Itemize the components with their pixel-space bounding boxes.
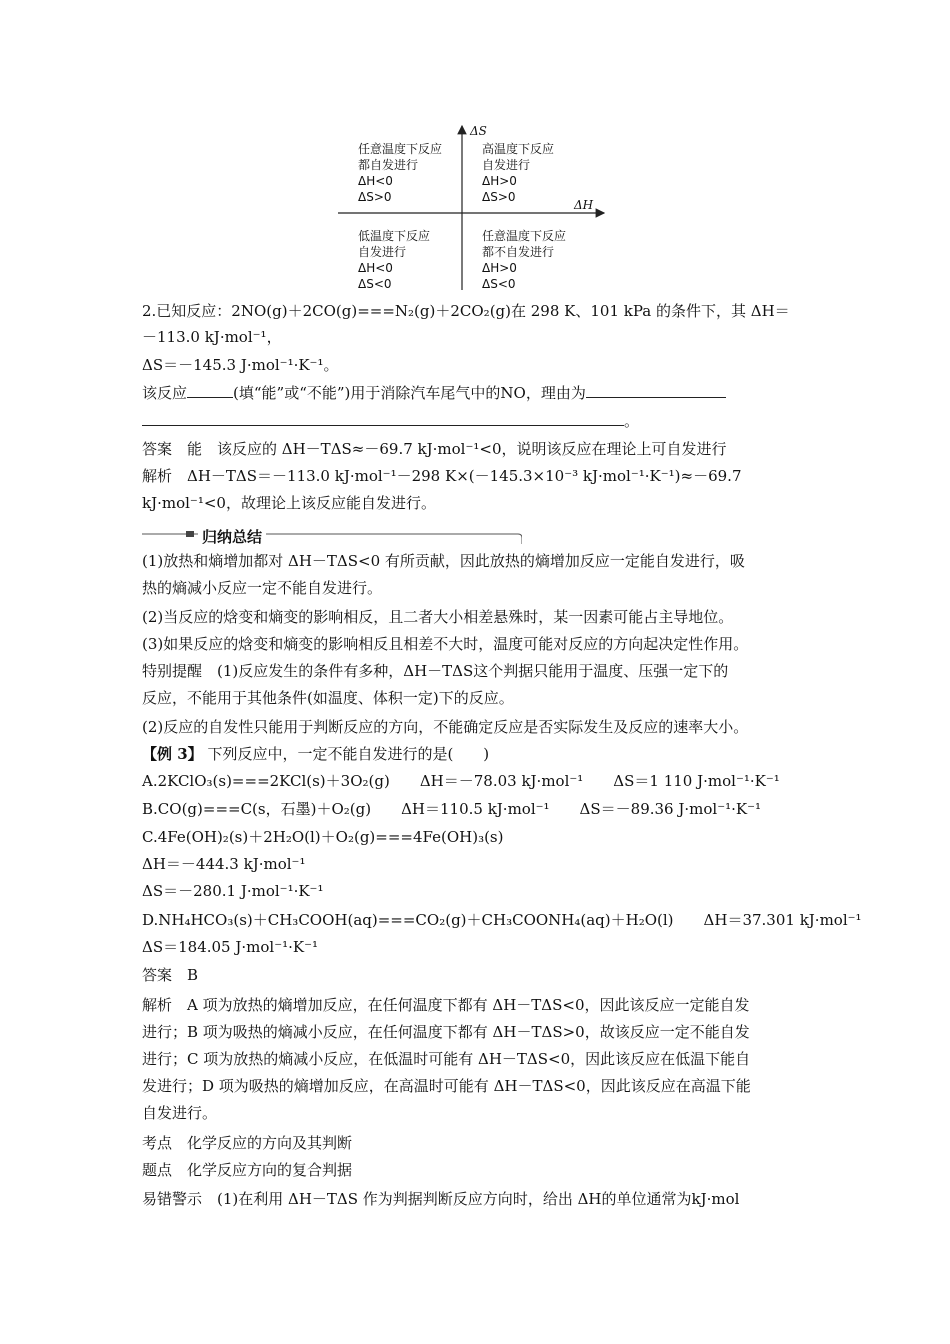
quad-text: 自发进行 (482, 158, 531, 172)
tip-line3: (2)反应的自发性只能用于判断反应的方向，不能确定反应是否实际发生及反应的速率大小。 (142, 718, 749, 736)
option-d: D.NH₄HCO₃(s)＋CH₃COOH(aq)===CO₂(g)＋CH₃COONH₄(aq)＋H₂O(l) ΔH＝37.301 kJ·mol⁻¹ (142, 911, 862, 929)
quad-text: 任意温度下反应 (482, 229, 567, 243)
example-answer: 答案 B (142, 966, 199, 984)
y-axis-label: ΔS (470, 124, 487, 138)
option-c-ds: ΔS＝－280.1 J·mol⁻¹·K⁻¹ (142, 882, 324, 900)
answer-blank-1[interactable] (187, 383, 233, 398)
entropy-enthalpy-quadrant-diagram (0, 0, 950, 300)
option-a: A.2KClO₃(s)===2KCl(s)＋3O₂(g) ΔH＝－78.03 kJ·mol⁻¹ ΔS＝1 110 J·mol⁻¹·K⁻¹ (142, 772, 780, 790)
answer-blank-3[interactable] (142, 411, 624, 426)
q2-line4 (142, 382, 726, 404)
quad-text: 都自发进行 (358, 158, 419, 172)
quad-text: ΔS>0 (358, 190, 392, 204)
quad-text: 低温度下反应 (358, 229, 431, 243)
q2-answer: 答案 能 该反应的 ΔH－TΔS≈－69.7 kJ·mol⁻¹<0，说明该反应在理论上可自发进行 (142, 440, 727, 458)
analysis-line5: 自发进行。 (142, 1104, 218, 1122)
tip-line2: 反应，不能用于其他条件(如温度、体积一定)下的反应。 (142, 689, 514, 707)
quadrant-top-right (482, 141, 554, 205)
example-label: 【例 3】 (142, 745, 203, 763)
example-question: 下列反应中，一定不能自发进行的是( ) (207, 745, 490, 763)
summary-title: 归纳总结 (198, 526, 266, 547)
option-c-dh: ΔH＝－444.3 kJ·mol⁻¹ (142, 855, 306, 873)
analysis-line4: 发进行；D 项为吸热的熵增加反应，在高温时可能有 ΔH－TΔS<0，因此该反应在高温下能 (142, 1077, 751, 1095)
quad-text: 都不自发进行 (482, 245, 555, 259)
q2-text: 该反应 (142, 384, 188, 402)
quadrant-top-left (358, 141, 442, 205)
summary-p1a: (1)放热和熵增加都对 ΔH－TΔS<0 有所贡献，因此放热的熵增加反应一定能自发进行，吸 (142, 552, 745, 570)
warning-line: 易错警示 (1)在利用 ΔH－TΔS 作为判据判断反应方向时，给出 ΔH的单位通常为kJ·mol (142, 1190, 740, 1208)
summary-header (142, 524, 522, 548)
q2-line1: 2.已知反应：2NO(g)＋2CO(g)===N₂(g)＋2CO₂(g)在 298 K、101 kPa 的条件下，其 ΔH＝ (142, 302, 790, 320)
x-axis-label: ΔH (574, 198, 594, 212)
quad-text: ΔH<0 (358, 174, 393, 188)
quad-text: ΔS>0 (482, 190, 516, 204)
quad-text: 自发进行 (358, 245, 407, 259)
analysis-line1: 解析 A 项为放热的熵增加反应，在任何温度下都有 ΔH－TΔS<0，因此该反应一定能自发 (142, 996, 750, 1014)
summary-p2: (2)当反应的焓变和熵变的影响相反，且二者大小相差悬殊时，某一因素可能占主导地位。 (142, 608, 734, 626)
quad-text: ΔH<0 (358, 261, 393, 275)
tip-line1: 特别提醒 (1)反应发生的条件有多种，ΔH－TΔS这个判据只能用于温度、压强一定下的 (142, 662, 729, 680)
quad-text: ΔS<0 (482, 277, 516, 291)
quad-text: ΔH>0 (482, 261, 517, 275)
summary-p3: (3)如果反应的焓变和熵变的影响相反且相差不大时，温度可能对反应的方向起决定性作用。 (142, 635, 749, 653)
option-b: B.CO(g)===C(s，石墨)＋O₂(g) ΔH＝110.5 kJ·mol⁻¹ ΔS＝－89.36 J·mol⁻¹·K⁻¹ (142, 800, 762, 818)
tidian: 题点 化学反应方向的复合判据 (142, 1161, 353, 1179)
example-3-heading (142, 743, 489, 765)
quad-text: ΔH>0 (482, 174, 517, 188)
quad-text: ΔS<0 (358, 277, 392, 291)
quadrant-axes (0, 0, 950, 300)
q2-line5 (142, 410, 639, 432)
q2-text: (填“能”或“不能”)用于消除汽车尾气中的NO，理由为 (233, 384, 586, 402)
analysis-line2: 进行；B 项为吸热的熵减小反应，在任何温度下都有 ΔH－TΔS>0，故该反应一定不能自发 (142, 1023, 750, 1041)
answer-blank-2[interactable] (586, 383, 726, 398)
quadrant-bottom-left (358, 228, 430, 292)
option-c: C.4Fe(OH)₂(s)＋2H₂O(l)＋O₂(g)===4Fe(OH)₃(s) (142, 828, 504, 846)
quadrant-bottom-right (482, 228, 566, 292)
option-d-ds: ΔS＝184.05 J·mol⁻¹·K⁻¹ (142, 938, 319, 956)
q2-analysis-2: kJ·mol⁻¹<0，故理论上该反应能自发进行。 (142, 494, 436, 512)
quad-text: 高温度下反应 (482, 142, 555, 156)
summary-p1b: 热的熵减小反应一定不能自发进行。 (142, 579, 383, 597)
kaodian: 考点 化学反应的方向及其判断 (142, 1134, 353, 1152)
q2-text: 。 (624, 412, 640, 430)
q2-analysis-1: 解析 ΔH－TΔS＝－113.0 kJ·mol⁻¹－298 K×(－145.3×10⁻³ kJ·mol⁻¹·K⁻¹)≈－69.7 (142, 467, 742, 485)
quad-text: 任意温度下反应 (358, 142, 443, 156)
q2-line3: ΔS＝－145.3 J·mol⁻¹·K⁻¹。 (142, 356, 339, 374)
analysis-line3: 进行；C 项为放热的熵减小反应，在低温时可能有 ΔH－TΔS<0，因此该反应在低温下能自 (142, 1050, 751, 1068)
q2-line2: －113.0 kJ·mol⁻¹， (142, 328, 282, 346)
